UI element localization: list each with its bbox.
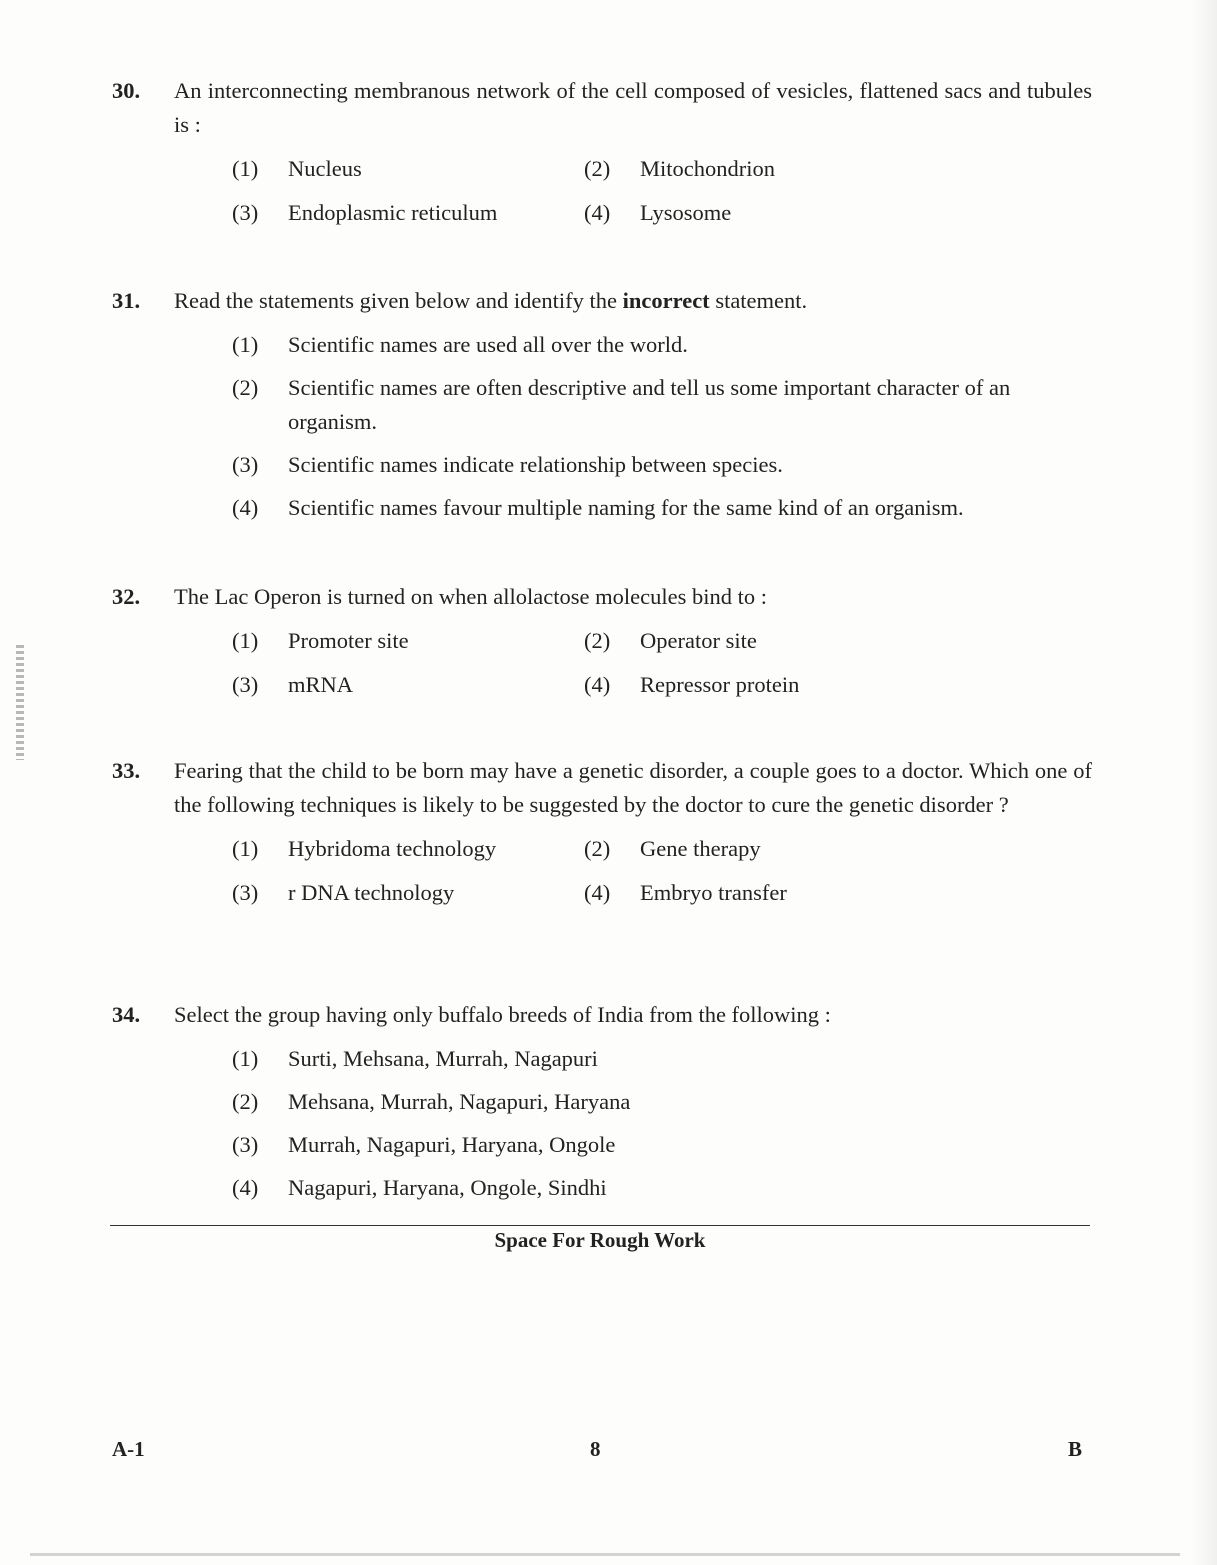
option-text: mRNA (288, 672, 354, 697)
options-grid (232, 152, 1092, 230)
option-number: (1) (232, 332, 259, 357)
footer-series: B (1068, 1437, 1083, 1461)
option-2[interactable] (232, 1085, 1092, 1119)
option-1[interactable] (232, 328, 1092, 362)
question-31 (112, 284, 1092, 534)
option-number: (3) (232, 452, 259, 477)
option-2[interactable] (584, 832, 1004, 866)
question-number: 32. (112, 584, 141, 609)
option-text: r DNA technology (288, 880, 455, 905)
option-text: Embryo transfer (640, 880, 787, 905)
option-text: Scientific names indicate relationship between species. (288, 452, 783, 477)
question-text: The Lac Operon is turned on when allolactose molecules bind to : (174, 584, 767, 609)
options-list (232, 1042, 1092, 1205)
options-grid (232, 832, 1092, 910)
question-text: Fearing that the child to be born may have a genetic disorder, a couple goes to a doctor. Which one of the following techniques is likely to be suggested by the doctor to cure the genetic disorder ? (174, 758, 1092, 817)
option-text: Murrah, Nagapuri, Haryana, Ongole (288, 1132, 616, 1157)
option-number: (4) (584, 880, 611, 905)
option-1[interactable] (232, 152, 584, 186)
option-number: (4) (232, 1175, 259, 1200)
option-number: (3) (232, 200, 259, 225)
options-grid (232, 624, 1092, 702)
option-text: Nucleus (288, 156, 362, 181)
option-text: Endoplasmic reticulum (288, 200, 498, 225)
option-number: (1) (232, 836, 259, 861)
question-number: 34. (112, 1002, 141, 1027)
option-number: (1) (232, 1046, 259, 1071)
scan-right-shadow (1191, 0, 1217, 1565)
option-4[interactable] (584, 668, 1004, 702)
option-text: Gene therapy (640, 836, 761, 861)
option-4[interactable] (584, 876, 1004, 910)
question-32 (112, 580, 1092, 702)
question-number: 33. (112, 758, 141, 783)
option-1[interactable] (232, 624, 584, 658)
option-number: (2) (232, 1089, 259, 1114)
option-1[interactable] (232, 832, 584, 866)
question-text: Select the group having only buffalo breeds of India from the following : (174, 1002, 831, 1027)
footer-paper-code: A-1 (112, 1437, 145, 1461)
option-text: Operator site (640, 628, 757, 653)
rough-work-label: Space For Rough Work (494, 1228, 706, 1252)
option-3[interactable] (232, 196, 584, 230)
options-list (232, 328, 1092, 525)
option-text: Promoter site (288, 628, 409, 653)
divider-line (110, 1225, 1090, 1226)
option-2[interactable] (232, 371, 1092, 439)
footer-page-number: 8 (590, 1437, 601, 1461)
question-30 (112, 74, 1092, 230)
question-text-after: statement. (709, 288, 808, 313)
option-3[interactable] (232, 876, 584, 910)
option-3[interactable] (232, 1128, 1092, 1162)
option-number: (4) (584, 200, 611, 225)
option-text: Surti, Mehsana, Murrah, Nagapuri (288, 1046, 598, 1071)
option-number: (2) (584, 156, 611, 181)
option-text: Repressor protein (640, 672, 800, 697)
option-number: (3) (232, 880, 259, 905)
option-4[interactable] (232, 491, 1092, 525)
option-number: (2) (584, 836, 611, 861)
question-text (174, 284, 1092, 318)
option-text: Lysosome (640, 200, 732, 225)
question-33 (112, 754, 1092, 910)
scan-edge-mark (16, 645, 24, 760)
option-2[interactable] (584, 624, 1004, 658)
option-3[interactable] (232, 668, 584, 702)
option-number: (3) (232, 1132, 259, 1157)
option-text: Scientific names are used all over the world. (288, 332, 688, 357)
question-number: 30. (112, 78, 141, 103)
scan-bottom-edge (30, 1553, 1180, 1556)
option-number: (1) (232, 156, 259, 181)
option-3[interactable] (232, 448, 1092, 482)
option-text: Mitochondrion (640, 156, 775, 181)
option-text: Mehsana, Murrah, Nagapuri, Haryana (288, 1089, 631, 1114)
option-4[interactable] (232, 1171, 1092, 1205)
question-text-before: Read the statements given below and identify the (174, 288, 623, 313)
option-text: Hybridoma technology (288, 836, 497, 861)
option-4[interactable] (584, 196, 1004, 230)
question-34 (112, 998, 1092, 1214)
option-number: (2) (584, 628, 611, 653)
option-2[interactable] (584, 152, 1004, 186)
question-number: 31. (112, 288, 141, 313)
option-text: Nagapuri, Haryana, Ongole, Sindhi (288, 1175, 607, 1200)
option-text: Scientific names are often descriptive and tell us some important character of an organism. (288, 375, 1011, 434)
question-text: An interconnecting membranous network of the cell composed of vesicles, flattened sacs and tubules is : (174, 78, 1092, 137)
question-text-emphasis: incorrect (622, 288, 710, 313)
option-number: (4) (232, 495, 259, 520)
option-number: (4) (584, 672, 611, 697)
option-number: (3) (232, 672, 259, 697)
option-text: Scientific names favour multiple naming for the same kind of an organism. (288, 495, 964, 520)
option-1[interactable] (232, 1042, 1092, 1076)
option-number: (1) (232, 628, 259, 653)
option-number: (2) (232, 375, 259, 400)
